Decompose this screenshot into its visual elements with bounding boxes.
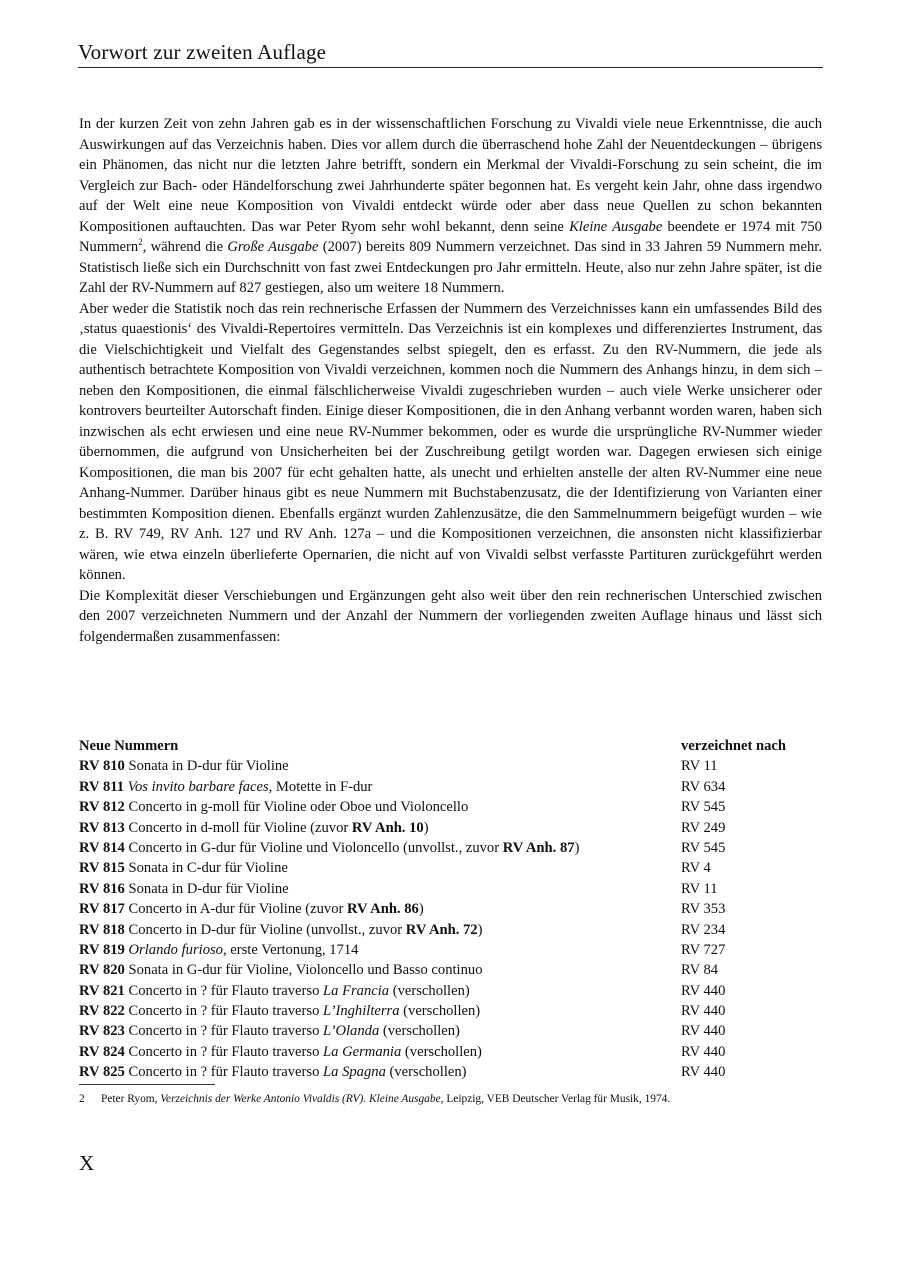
work-description (79, 879, 681, 899)
table-row (79, 899, 824, 919)
footnote-number: 2 (79, 1093, 85, 1105)
table-row (79, 858, 824, 878)
rv-number: RV 818 (79, 921, 125, 938)
work-text-suffix: ) (423, 819, 429, 836)
rv-number: RV 823 (79, 1023, 125, 1040)
work-description (79, 920, 681, 940)
listed-after-number: RV 353 (681, 901, 726, 918)
former-number: RV Anh. 72 (405, 921, 478, 938)
rv-number: RV 822 (79, 1003, 125, 1020)
rv-number: RV 821 (79, 982, 125, 999)
paragraph-3: Die Komplexität dieser Verschiebungen und Ergänzungen geht also weit über den rein rechnerischen Unterschied zwischen den 2007 verzeichneten Nummern und der Anzahl der Nummern der vorliegenden zweiten Auflage hinaus und lässt sich folgendermaßen zusammenfassen: (79, 587, 822, 645)
footnote (79, 1092, 824, 1107)
listed-after-number: RV 234 (681, 921, 726, 938)
work-text-suffix: , Motette in F-dur (268, 778, 373, 795)
work-text: Concerto in A-dur für Violine (zuvor (124, 901, 348, 918)
rv-number: RV 820 (79, 962, 125, 979)
work-title: La Francia (323, 982, 390, 999)
work-title: L’Inghilterra (323, 1003, 400, 1020)
work-text: Sonata in D-dur für Violine (124, 880, 289, 897)
listed-after-number: RV 440 (681, 1003, 726, 1020)
rv-number: RV 814 (79, 839, 125, 856)
footnote-reference[interactable]: 2 (138, 237, 143, 248)
former-number: RV Anh. 86 (347, 901, 419, 918)
footnote-text: Peter Ryom, Verzeichnis der Werke Antonio Vivaldis (RV). Kleine Ausgabe, Leipzig, VEB Deutscher Verlag für Musik, 1974. (101, 1093, 671, 1105)
table-row (79, 818, 824, 838)
rv-number: RV 816 (79, 880, 125, 897)
listed-after-number: RV 545 (681, 839, 726, 856)
work-description (79, 960, 681, 980)
table-row (79, 960, 824, 980)
work-description (79, 1001, 681, 1021)
rv-number: RV 811 (79, 778, 125, 795)
work-text: Concerto in D-dur für Violine (unvollst., zuvor (124, 921, 406, 938)
work-text: Concerto in ? für Flauto traverso (124, 1064, 324, 1081)
table-row (79, 940, 824, 960)
listed-after-number: RV 440 (681, 1043, 726, 1060)
work-description (79, 1042, 681, 1062)
work-text: Sonata in G-dur für Violine, Violoncello und Basso continuo (124, 962, 483, 979)
work-text: Concerto in d-moll für Violine (zuvor (124, 819, 352, 836)
work-description (79, 981, 681, 1001)
work-text-suffix: (verschollen) (399, 1003, 481, 1020)
page-number: X (79, 1151, 95, 1175)
rv-number-table (79, 736, 824, 1083)
former-number: RV Anh. 10 (351, 819, 424, 836)
table-row (79, 797, 824, 817)
listed-after-number: RV 4 (681, 860, 711, 877)
work-text: Concerto in ? für Flauto traverso (124, 1023, 324, 1040)
table-body (79, 756, 824, 1082)
work-description (79, 756, 681, 776)
work-text-suffix: ) (418, 901, 424, 918)
rv-number: RV 817 (79, 901, 125, 918)
work-description (79, 1062, 681, 1082)
work-title: Orlando furioso (128, 941, 223, 958)
listed-after-number: RV 440 (681, 1064, 726, 1081)
rv-number: RV 815 (79, 860, 125, 877)
work-description (79, 858, 681, 878)
table-row (79, 756, 824, 776)
rv-number: RV 819 (79, 941, 125, 958)
table-row (79, 1042, 824, 1062)
work-text: Sonata in D-dur für Violine (124, 758, 289, 775)
work-title: Vos invito barbare faces (127, 778, 269, 795)
table-row (79, 920, 824, 940)
listed-after-number: RV 84 (681, 962, 719, 979)
rv-number: RV 825 (79, 1064, 125, 1081)
listed-after-number: RV 440 (681, 982, 726, 999)
rv-number: RV 810 (79, 758, 125, 775)
listed-after-number: RV 11 (681, 880, 718, 897)
listed-after-number: RV 727 (681, 941, 726, 958)
paragraph-2: Aber weder die Statistik noch das rein rechnerische Erfassen der Nummern des Verzeichnisses kann ein umfassendes Bild des ‚status quaestionis‘ des Vivaldi-Repertoires vermitteln. Das Verzeichnis ist ein komplexes und differenziertes Instrument, das die Vielschichtigkeit und Vielfalt des Gegenstandes selbst spiegelt, den es erfasst. Zu den RV-Nummern, die jede als authentisch betrachtete Komposition von Vivaldi verzeichnen, kommen noch die Nummern des Anhangs hinzu, in dem sich – neben den Kompositionen, die einmal fälschlicherweise Vivaldi zugeschrieben wurden – auch viele Werke unsicherer oder kontrovers beurteilter Autorschaft finden. Einige dieser Kompositionen, die in den Anhang verbannt worden waren, haben sich inzwischen als echt erwiesen und eine neue RV-Nummer bekommen, oder es wurde die ursprüngliche RV-Nummer wieder übernommen, die aufgrund von Unsicherheiten bei der Zuschreibung getilgt worden war. Dagegen erwiesen sich einige Kompositionen, die man bis 2007 für echt gehalten hatte, als unecht und erhielten anstelle der alten RV-Nummer eine neue Anhang-Nummer. Darüber hinaus gibt es neue Nummern mit Buchstabenzusatz, die der Identifizierung von Varianten einer bestimmten Komposition dienen. Ebenfalls ergänzt wurden Zahlenzusätze, die den Sammelnummern beigefügt wurden – wie z. B. RV 749, RV Anh. 127 und RV Anh. 127a – und die Kompositionen verzeichnen, die ansonsten nicht klassifizierbar wären, wie etwa einzeln überlieferte Opernarien, die nicht auf von Vivaldi selbst verfasste Partituren zurückgeführt werden können. (79, 300, 822, 583)
table-row (79, 879, 824, 899)
paragraph-1: In der kurzen Zeit von zehn Jahren gab es in der wissenschaftlichen Forschung zu Vivaldi viele neue Erkenntnisse, die auch Auswirkungen auf das Verzeichnis haben. Dies vor allem durch die überraschend hohe Zahl der Neuentdeckungen – übrigens ein Phänomen, das nicht nur die letzten Jahre betrifft, sondern ein Merkmal der Vivaldi-Forschung zu sein scheint, die im Vergleich zur Bach- oder Händelforschung zwei Jahrhunderte später begonnen hat. Es vergeht kein Jahr, ohne dass irgendwo auf der Welt eine neue Komposition von Vivaldi entdeckt würde oder aber dass neue Quellen zu schon bekannten Kompositionen auftauchten. Das war Peter Ryom sehr wohl bekannt, denn seine Kleine Ausgabe beendete er 1974 mit 750 Nummern$^2$, während die Große Ausgabe (2007) bereits 809 Nummern verzeichnet. Das sind in 33 Jahren 59 Nummern mehr. Statistisch ließe sich ein Durchschnitt von fast zwei Entdeckungen pro Jahr ermitteln. Heute, also nur zehn Jahre später, ist die Zahl der RV-Nummern auf 827 gestiegen, also um weitere 18 Nummern. (79, 116, 822, 296)
work-text-suffix: (verschollen) (379, 1023, 460, 1040)
table-row (79, 838, 824, 858)
rv-number: RV 813 (79, 819, 125, 836)
work-description (79, 818, 681, 838)
work-text: Concerto in g-moll für Violine oder Oboe und Violoncello (124, 799, 469, 816)
former-number: RV Anh. 87 (502, 839, 575, 856)
work-text: Concerto in ? für Flauto traverso (124, 1003, 324, 1020)
work-description (79, 899, 681, 919)
column-header-listed-after: verzeichnet nach (681, 738, 786, 754)
work-text-suffix: (verschollen) (389, 982, 470, 999)
work-description (79, 838, 681, 858)
rv-number: RV 824 (79, 1043, 125, 1060)
work-description (79, 797, 681, 817)
table-header (79, 736, 824, 756)
body-text (79, 114, 822, 647)
work-title: La Spagna (323, 1064, 386, 1081)
table-row (79, 1062, 824, 1082)
work-description (79, 1021, 681, 1041)
work-text-suffix: , erste Vertonung, 1714 (222, 941, 359, 958)
table-row (79, 981, 824, 1001)
work-text: Sonata in C-dur für Violine (124, 860, 288, 877)
listed-after-number: RV 545 (681, 799, 726, 816)
work-text-suffix: ) (574, 839, 580, 856)
table-row (79, 1001, 824, 1021)
listed-after-number: RV 249 (681, 819, 726, 836)
rv-number: RV 812 (79, 799, 125, 816)
work-title: L’Olanda (323, 1023, 380, 1040)
work-description (79, 777, 681, 797)
work-title: La Germania (323, 1043, 402, 1060)
column-header-new-numbers: Neue Nummern (79, 738, 179, 754)
work-text-suffix: (verschollen) (401, 1043, 482, 1060)
work-text: Concerto in ? für Flauto traverso (124, 982, 324, 999)
running-header: Vorwort zur zweiten Auflage (78, 40, 327, 64)
work-description (79, 940, 681, 960)
listed-after-number: RV 440 (681, 1023, 726, 1040)
footnote-rule (79, 1084, 215, 1085)
listed-after-number: RV 634 (681, 778, 726, 795)
work-text: Concerto in ? für Flauto traverso (124, 1043, 324, 1060)
header-rule (78, 67, 823, 68)
work-text-suffix: ) (477, 921, 483, 938)
table-row (79, 1021, 824, 1041)
work-text-suffix: (verschollen) (385, 1064, 467, 1081)
table-row (79, 777, 824, 797)
listed-after-number: RV 11 (681, 758, 718, 775)
work-text: Concerto in G-dur für Violine und Violoncello (unvollst., zuvor (124, 839, 503, 856)
